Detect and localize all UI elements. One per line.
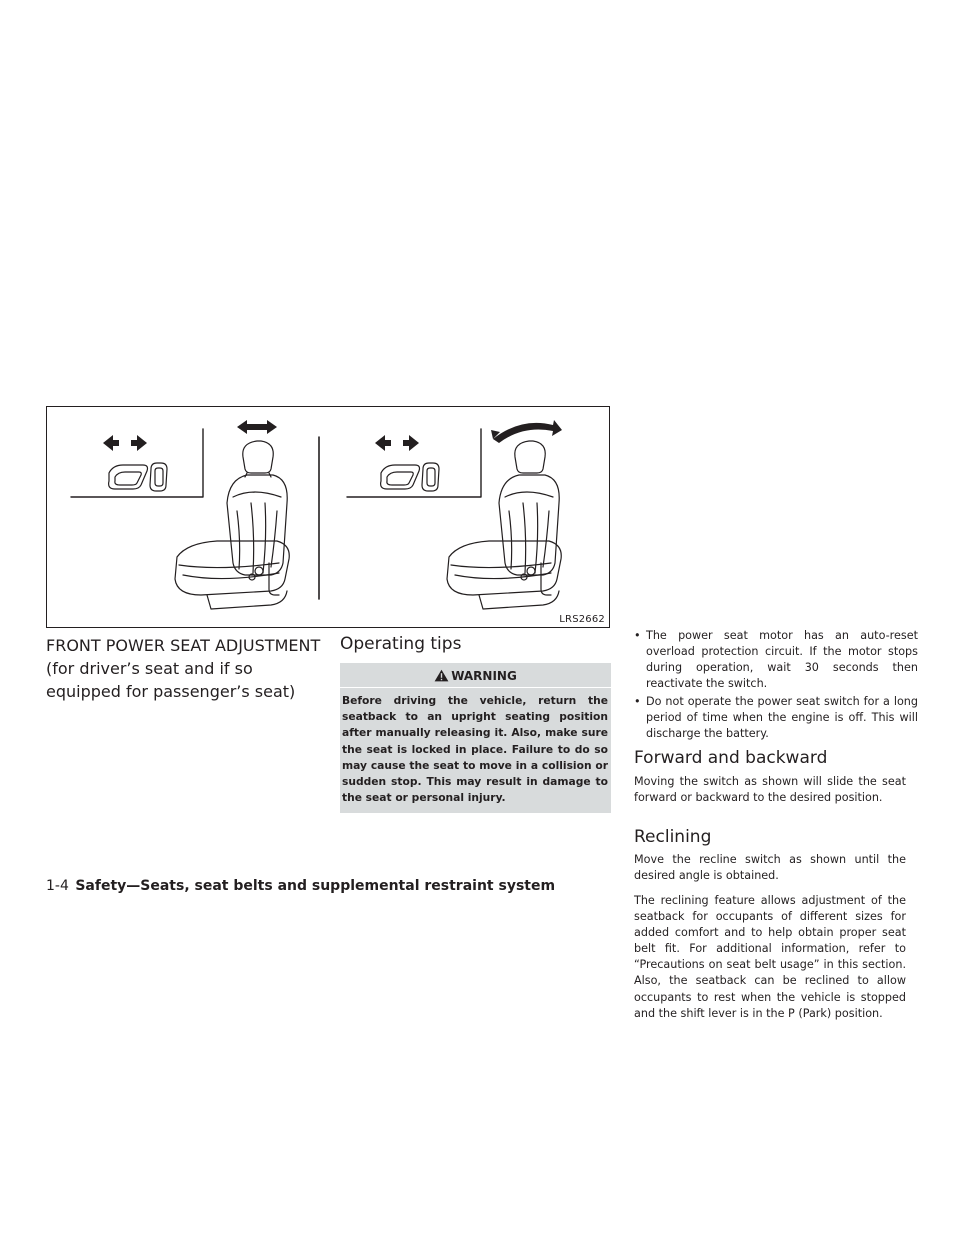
tip-bullet-2: • Do not operate the power seat switch for a long period of time when the engine is off. This will discharge the battery.	[634, 695, 918, 741]
reclining-text-2: The reclining feature allows adjustment of the seatback for occupants of different sizes for added comfort and to help obtain proper seat belt fit. For additional information, refer to “Precautions on seat belt usage” in this section. Also, the seatback can be reclined to allow occupants to rest when the vehicle is stopped and the shift lever is in the P (Park) position.	[634, 894, 906, 1020]
seat-adjustment-figure	[46, 406, 610, 628]
slide-arrows-icon	[103, 420, 277, 451]
reclining-heading: Reclining	[634, 827, 712, 847]
page-number: 1-4	[46, 878, 69, 894]
warning-title: WARNING	[451, 669, 517, 683]
section-heading	[46, 634, 336, 703]
power-seat-icon	[175, 441, 289, 609]
seat-illustration	[47, 407, 611, 629]
recline-arrow-icon	[375, 420, 562, 451]
warning-box	[340, 663, 611, 813]
figure-id-label: LRS2662	[559, 614, 605, 625]
chapter-title: Safety—Seats, seat belts and supplemental restraint system	[75, 878, 556, 894]
operating-tips-heading: Operating tips	[340, 634, 462, 654]
bullet-dot: •	[634, 629, 641, 642]
tip-bullet-1: • The power seat motor has an auto-reset overload protection circuit. If the motor stops during operation, wait 30 seconds then reactivate the switch.	[634, 629, 918, 691]
warning-header	[340, 667, 611, 685]
reclining-text-1: Move the recline switch as shown until the desired angle is obtained.	[634, 853, 906, 883]
forward-backward-text: Moving the switch as shown will slide the seat forward or backward to the desired position.	[634, 775, 906, 805]
bullet-dot: •	[634, 695, 641, 708]
section-heading-line2: (for driver’s seat and if so	[46, 659, 253, 678]
warning-triangle-icon	[434, 669, 449, 682]
forward-backward-heading: Forward and backward	[634, 748, 828, 768]
warning-divider	[340, 687, 611, 688]
section-heading-line1: FRONT POWER SEAT ADJUSTMENT	[46, 636, 321, 655]
warning-text: Before driving the vehicle, return the seatback to an upright seating position after manually releasing it. Also, make sure the seat is locked in place. Failure to do so may cause the seat to move in a collision or sudden stop. This may result in damage to the seat or personal injury.	[342, 694, 608, 805]
page-footer	[46, 877, 555, 895]
seat-switch-icon	[109, 463, 167, 491]
section-heading-line3: equipped for passenger’s seat)	[46, 682, 296, 701]
